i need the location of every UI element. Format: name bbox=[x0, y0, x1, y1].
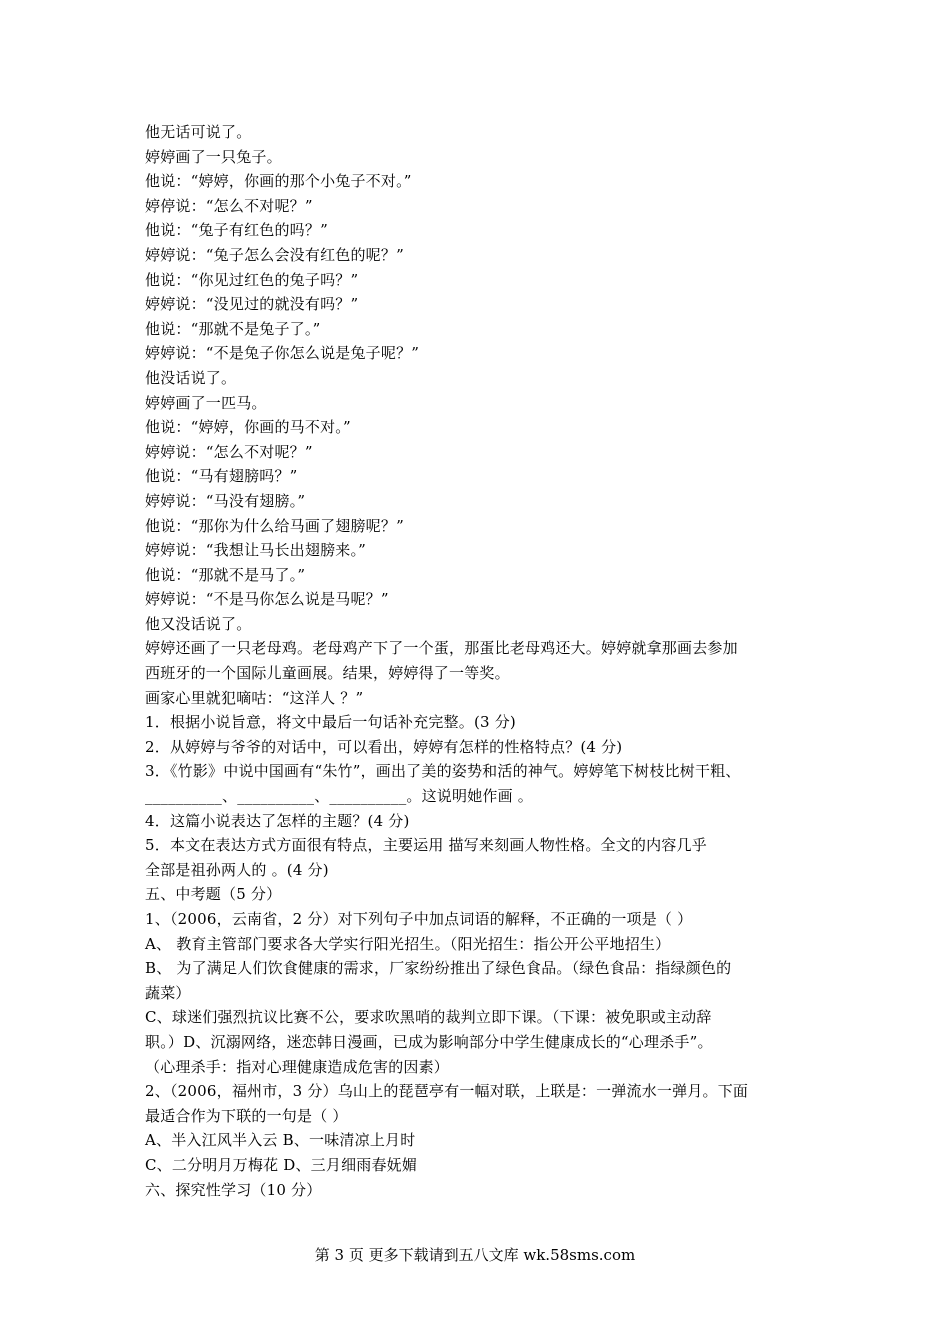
text-line: A、半入江风半入云 B、一味清凉上月时 bbox=[145, 1131, 416, 1150]
text-line: 他没话说了。 bbox=[145, 368, 237, 387]
text-line: 职。）D、沉溺网络，迷恋韩日漫画，已成为影响部分中学生健康成长的“心理杀手”。 bbox=[145, 1032, 713, 1051]
text-line: 婷婷说：“怎么不对呢？” bbox=[145, 442, 313, 461]
text-line: 婷婷画了一匹马。 bbox=[145, 393, 267, 412]
text-line: 婷婷说：“没见过的就没有吗？” bbox=[145, 295, 359, 314]
text-line: 他说：“兔子有红色的吗？” bbox=[145, 221, 328, 240]
text-line: 婷婷说：“我想让马长出翅膀来。” bbox=[145, 541, 367, 560]
text-line: C、球迷们强烈抗议比赛不公，要求吹黑哨的裁判立即下课。（下课：被免职或主动辞 bbox=[145, 1008, 712, 1027]
text-line: 2、（2006，福州市，3 分）乌山上的琵琶亭有一幅对联，上联是：一弹流水一弹月。下面 bbox=[145, 1082, 749, 1101]
text-line: 他说：“婷婷，你画的那个小兔子不对。” bbox=[145, 172, 412, 191]
text-line: 3．《竹影》中说中国画有“朱竹”，画出了美的姿势和活的神气。婷婷笔下树枝比树干粗、 bbox=[145, 762, 741, 781]
text-line: 他说：“马有翅膀吗？” bbox=[145, 467, 298, 486]
text-line: 他无话可说了。 bbox=[145, 123, 252, 141]
text-line: __________、__________、__________。这说明她作画 。 bbox=[145, 787, 533, 806]
text-line: 西班牙的一个国际儿童画展。结果，婷婷得了一等奖。 bbox=[145, 664, 510, 683]
text-line: 六、探究性学习（10 分） bbox=[145, 1180, 322, 1199]
text-line: 画家心里就犯嘀咕：“这洋人 ？” bbox=[145, 688, 364, 707]
text-line: 婷婷说：“兔子怎么会没有红色的呢？” bbox=[145, 245, 404, 264]
text-line: 4．这篇小说表达了怎样的主题？(4 分) bbox=[145, 811, 410, 830]
text-line: 1、（2006，云南省，2 分）对下列句子中加点词语的解释，不正确的一项是（ ） bbox=[145, 910, 693, 928]
text-line: 他又没话说了。 bbox=[145, 614, 252, 633]
text-line: 最适合作为下联的一句是（ ） bbox=[145, 1106, 348, 1125]
text-line: 婷婷说：“不是马你怎么说是马呢？” bbox=[145, 590, 389, 609]
text-line: 他说：“那你为什么给马画了翅膀呢？” bbox=[145, 516, 404, 535]
text-line: 婷婷画了一只兔子。 bbox=[145, 147, 282, 166]
text-line: C、二分明月万梅花 D、三月细雨春妩媚 bbox=[145, 1155, 418, 1174]
text-line: 蔬菜） bbox=[145, 983, 191, 1002]
text-line: 婷停说：“怎么不对呢？” bbox=[145, 196, 313, 215]
text-line: （心理杀手：指对心理健康造成危害的因素） bbox=[145, 1057, 450, 1076]
text-line: 他说：“那就不是兔子了。” bbox=[145, 319, 321, 338]
text-line: B、 为了满足人们饮食健康的需求，厂家纷纷推出了绿色食品。（绿色食品：指绿颜色的 bbox=[145, 959, 732, 978]
text-line: 婷婷说：“马没有翅膀。” bbox=[145, 491, 306, 510]
text-line: 他说：“婷婷，你画的马不对。” bbox=[145, 418, 351, 437]
text-line: 他说：“你见过红色的兔子吗？” bbox=[145, 270, 359, 289]
text-line: 1．根据小说旨意，将文中最后一句话补充完整。(3 分) bbox=[145, 713, 516, 732]
text-line: 五、中考题（5 分） bbox=[145, 885, 282, 904]
text-line: 5．本文在表达方式方面很有特点，主要运用 描写来刻画人物性格。全文的内容几乎 bbox=[145, 836, 707, 855]
text-line: 婷婷说：“不是兔子你怎么说是兔子呢？” bbox=[145, 344, 420, 363]
page-footer: 第 3 页 更多下载请到五八文库 wk.58sms.com bbox=[314, 1246, 636, 1264]
text-line: 婷婷还画了一只老母鸡。老母鸡产下了一个蛋，那蛋比老母鸡还大。婷婷就拿那画去参加 bbox=[145, 639, 738, 658]
document-body bbox=[145, 120, 815, 1202]
text-line: 2．从婷婷与爷爷的对话中，可以看出，婷婷有怎样的性格特点？(4 分) bbox=[145, 737, 623, 756]
text-line: A、 教育主管部门要求各大学实行阳光招生。（阳光招生：指公开公平地招生） bbox=[145, 934, 671, 953]
text-line: 他说：“那就不是马了。” bbox=[145, 565, 306, 584]
text-line: 全部是祖孙两人的 。(4 分) bbox=[145, 860, 329, 879]
